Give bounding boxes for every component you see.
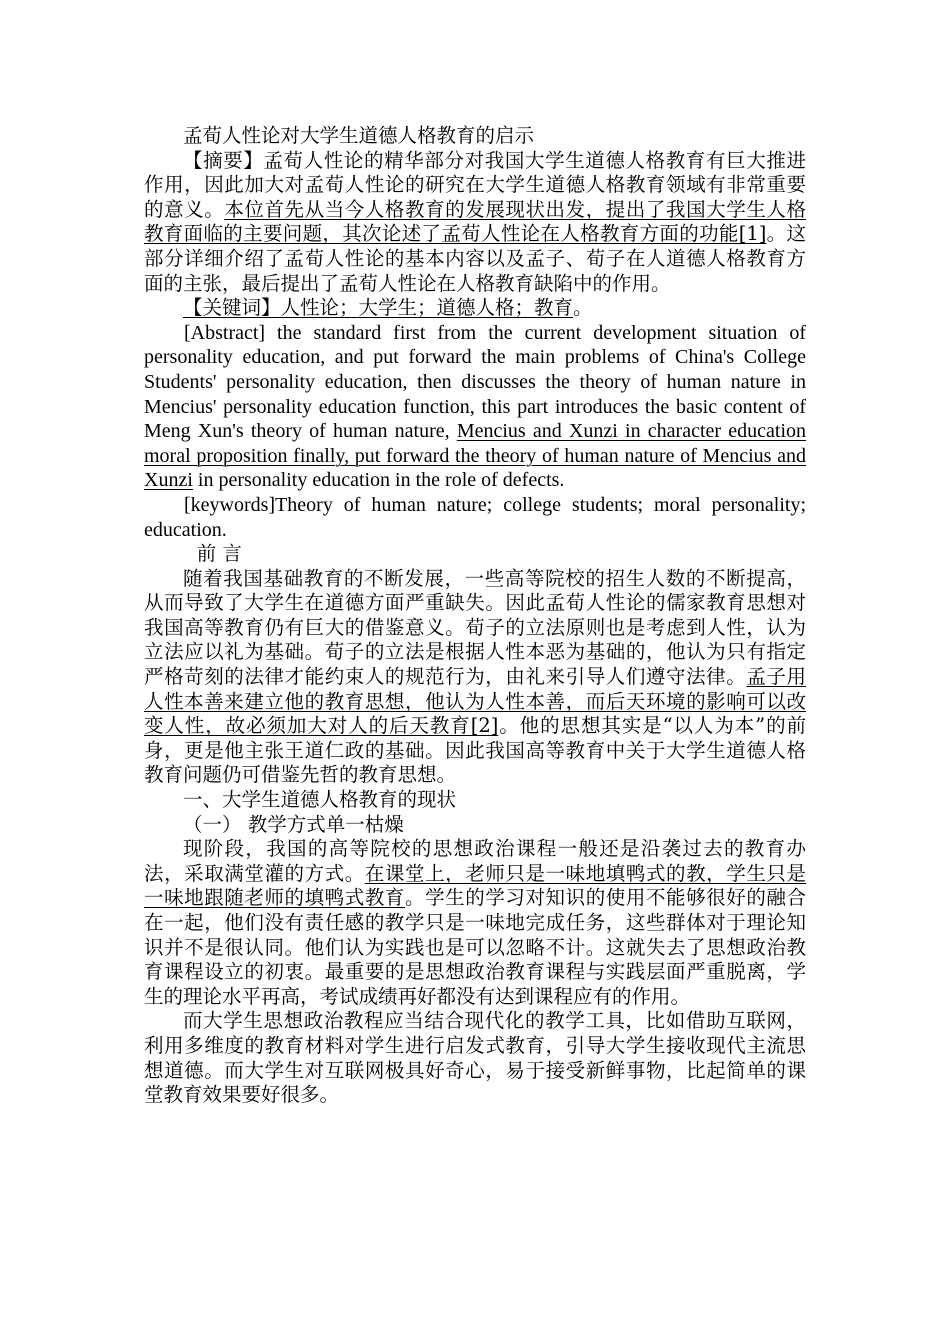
preface-text-1: 随着我国基础教育的不断发展，一些高等院校的招生人数的不断提高，从而导致了大学生在道德方面严重缺失。因此孟荀人性论的儒家教育思想对我国高等教育仍有巨大的借鉴意义。荀子的立法原则也是考虑到人性，认为立法应以礼为基础。荀子的立法是根据人性本恶为基础的，他认为只有指定严格苛刻的法律才能约束人的规范行为，由礼来引导人们遵守法律。 <box>144 566 806 689</box>
abstract-cn-text-1: 孟荀人性论的精华部分对我国大学生道德人格教育有巨大推进作用，因此加大对孟荀人性论的研究在大学生道德人格教育领域有非常重要的意义。 <box>144 148 806 221</box>
abstract-cn-label: 【摘要】 <box>183 148 264 172</box>
section-1-para-1-text-2: 。学生的学习对知识的使用不能够很好的融合在一起，他们没有责任感的教学只是一味地完成任务，这些群体对于理论知识并不是很认同。他们认为实践也是可以忽略不计。这就失去了思想政治教育课程设立的初衷。最重要的是思想政治教育课程与实践层面严重脱离，学生的理论水平再高，考试成绩再好都没有达到课程应有的作用。 <box>144 886 806 1008</box>
section-1-paragraph-2: 而大学生思想政治教程应当结合现代化的教学工具，比如借助互联网，利用多维度的教育材料对学生进行启发式教育，引导大学生接收现代主流思想道德。而大学生对互联网极具好奇心，易于接受新鲜事物，比起简单的课堂教育效果要好很多。 <box>144 1009 806 1107</box>
keywords-en: [keywords]Theory of human nature; college students; moral personality; education. <box>144 493 806 541</box>
preface-paragraph <box>144 567 806 788</box>
abstract-en-text-1: [Abstract] the standard first from the current development situation of personality education, and put forward the main problems of China's College Students' personality education, then discusses the theory of human nature in Mencius' personality education function, this part introduces the basic content of Meng Xun's theory of human nature, <box>144 321 806 443</box>
section-1-para-1-text-1: 现阶段，我国的高等院校的思想政治课程一般还是沿袭过去的教育办法，采取满堂灌的方式。 <box>144 837 806 885</box>
abstract-cn-text-2: 。这部分详细介绍了孟荀人性论的基本内容以及孟子、荀子在人道德人格教育方面的主张，最后提出了孟荀人性论在人格教育缺陷中的作用。 <box>144 222 806 295</box>
keywords-cn-label: 【关键词】 <box>183 296 281 320</box>
preface-text-2: 。他的思想其实是“以人为本”的前身，更是他主张王道仁政的基础。因此我国高等教育中关于大学生道德人格教育问题仍可借鉴先哲的教育思想。 <box>144 714 806 787</box>
abstract-cn-underlined: 本位首先从当今人格教育的发展现状出发，提出了我国大学生人格教育面临的主要问题，其次论述了孟荀人性论在人格教育方面的功能[1] <box>144 197 806 246</box>
preface-heading: 前 言 <box>196 542 242 566</box>
document-title: 孟荀人性论对大学生道德人格教育的启示 <box>183 124 535 147</box>
section-1-paragraph-1 <box>144 837 806 1009</box>
keywords-cn-text: 人性论；大学生；道德人格；教育 <box>280 296 574 320</box>
section-1-subheading: （一） 教学方式单一枯燥 <box>183 812 404 836</box>
abstract-cn <box>144 149 806 297</box>
abstract-en <box>144 321 806 493</box>
section-1-heading: 一、大学生道德人格教育的现状 <box>183 788 457 812</box>
document-page <box>144 124 806 1108</box>
section-1-para-1-underlined: 在课堂上，老师只是一味地填鸭式的教，学生只是一味地跟随老师的填鸭式教育 <box>144 861 806 910</box>
preface-underlined: 孟子用人性本善来建立他的教育思想，他认为人性本善，而后天环境的影响可以改变人性，故必须加大对人的后天教育[2] <box>144 665 806 738</box>
keywords-cn-end: 。 <box>573 296 593 320</box>
keywords-cn <box>144 296 806 321</box>
abstract-en-underlined: Mencius and Xunzi in character education moral proposition finally, put forward the theory of human nature of Mencius and Xunzi <box>144 420 806 492</box>
abstract-en-text-2: in personality education in the role of defects. <box>192 469 565 492</box>
